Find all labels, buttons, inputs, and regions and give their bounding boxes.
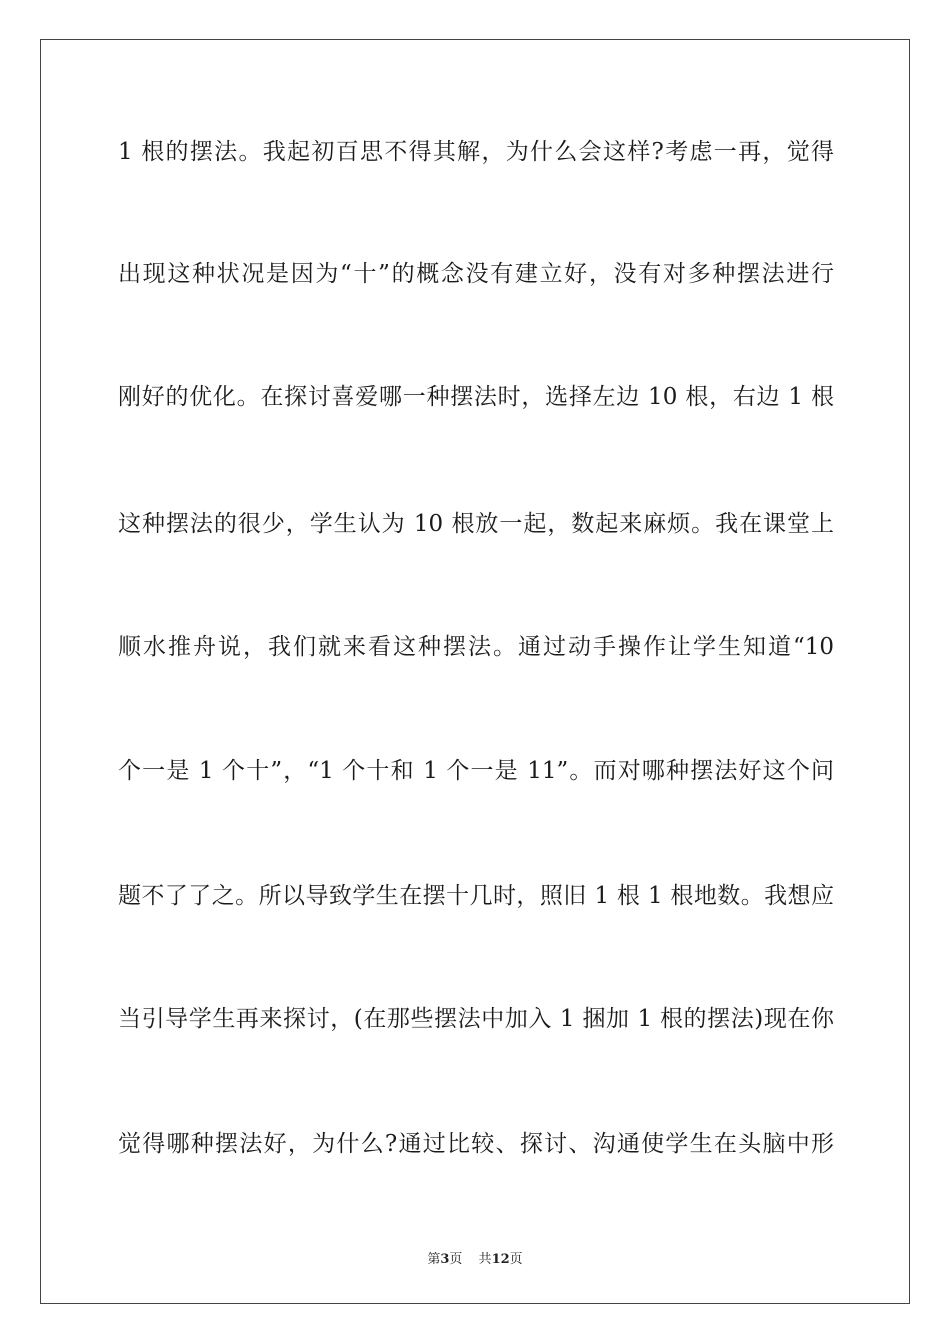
page-indicator [427,1252,462,1267]
paragraph-line-7: 题不了了之。所以导致学生在摆十几时，照旧 1 根 1 根地数。我想应 [118,883,834,909]
total-suffix: 页 [509,1252,523,1267]
paragraph-line-8: 当引导学生再来探讨，(在那些摆法中加入 1 捆加 1 根的摆法)现在你 [118,1006,834,1032]
paragraph-line-9: 觉得哪种摆法好，为什么?通过比较、探讨、沟通使学生在头脑中形 [118,1131,834,1157]
paragraph-line-2: 出现这种状况是因为“十”的概念没有建立好，没有对多种摆法进行 [118,261,834,287]
paragraph-line-5: 顺水推舟说，我们就来看这种摆法。通过动手操作让学生知道“10 [118,634,834,660]
page-number: 3 [440,1252,450,1267]
paragraph-line-6: 个一是 1 个十”，“1 个十和 1 个一是 11”。而对哪种摆法好这个问 [118,758,834,784]
page-suffix: 页 [449,1252,463,1267]
paragraph-line-4: 这种摆法的很少，学生认为 10 根放一起，数起来麻烦。我在课堂上 [118,511,834,537]
total-pages-indicator [479,1252,523,1267]
total-pages: 12 [491,1252,510,1267]
paragraph-line-3: 刚好的优化。在探讨喜爱哪一种摆法时，选择左边 10 根，右边 1 根 [118,384,834,410]
paragraph-line-1: 1 根的摆法。我起初百思不得其解，为什么会这样?考虑一再，觉得 [118,139,834,165]
page-prefix: 第 [427,1252,441,1267]
page-footer [0,1248,950,1267]
total-prefix: 共 [478,1252,492,1267]
page-border [40,39,910,1304]
